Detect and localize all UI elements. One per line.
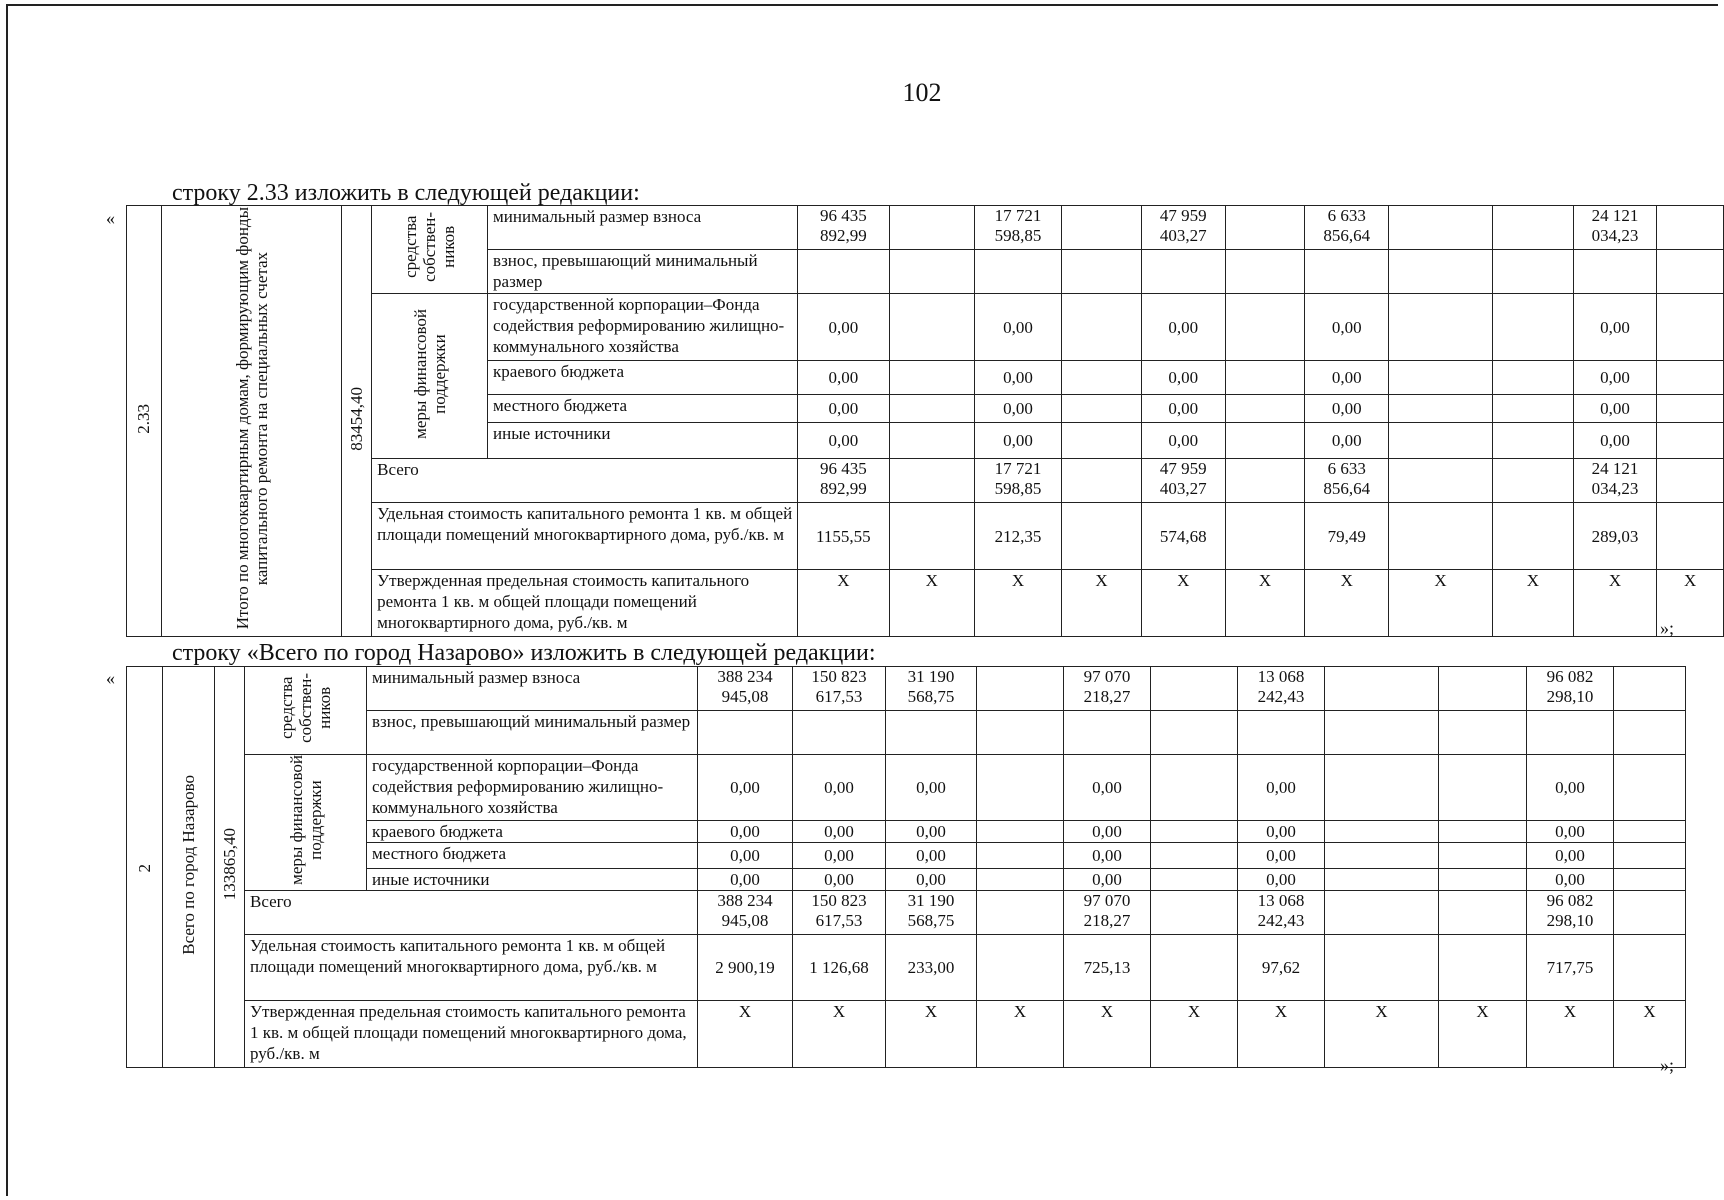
value-cell (1614, 755, 1686, 821)
value-cell (1062, 395, 1142, 423)
x-mark-cell: X (886, 1001, 977, 1068)
value-cell: 0,00 (1141, 294, 1225, 361)
value-cell (1225, 423, 1305, 459)
value-cell (1657, 250, 1724, 294)
value-cell: 0,00 (798, 395, 890, 423)
local-label: местного бюджета (367, 843, 698, 869)
row-name-cell: Итого по многоквартирным домам, формирующим фонды капитального ремонта на специальных счетах (162, 206, 342, 637)
section1-heading: строку 2.33 изложить в следующей редакции: (172, 180, 640, 206)
value-cell (1657, 459, 1724, 503)
section1-open-quote: « (106, 208, 115, 228)
value-cell: 6 633 856,64 (1305, 206, 1389, 250)
value-cell (1614, 843, 1686, 869)
value-cell (1325, 891, 1439, 935)
section2-table (126, 666, 1686, 1068)
value-cell (1657, 361, 1724, 395)
value-cell: 96 435 892,99 (798, 206, 890, 250)
page-number: 102 (902, 78, 942, 107)
value-cell (1151, 821, 1238, 843)
value-cell: 0,00 (886, 755, 977, 821)
value-cell: 0,00 (974, 395, 1061, 423)
value-cell: 0,00 (1573, 395, 1657, 423)
value-cell (1151, 935, 1238, 1001)
value-cell: 0,00 (793, 869, 886, 891)
value-cell (977, 935, 1064, 1001)
min-fee-label: минимальный размер взноса (488, 206, 798, 250)
value-cell: 0,00 (1527, 755, 1614, 821)
x-mark-cell: X (1305, 570, 1389, 637)
value-cell (889, 206, 974, 250)
x-mark-cell: X (1657, 570, 1724, 637)
value-cell: 0,00 (698, 869, 793, 891)
other-label: иные источники (488, 423, 798, 459)
value-cell: 0,00 (1238, 755, 1325, 821)
value-cell (889, 503, 974, 570)
min-fee-label: минимальный размер взноса (367, 667, 698, 711)
area-cell: 133865,40 (215, 667, 245, 1068)
value-cell (1389, 503, 1493, 570)
x-mark-cell: X (798, 570, 890, 637)
value-cell: 47 959 403,27 (1141, 206, 1225, 250)
value-cell: 13 068 242,43 (1238, 891, 1325, 935)
value-cell: 0,00 (886, 869, 977, 891)
value-cell (977, 755, 1064, 821)
section1-table (126, 205, 1724, 637)
value-cell: 13 068 242,43 (1238, 667, 1325, 711)
x-mark-cell: X (1573, 570, 1657, 637)
value-cell: 0,00 (698, 843, 793, 869)
value-cell: 0,00 (886, 821, 977, 843)
value-cell: 0,00 (1238, 869, 1325, 891)
regional-label: краевого бюджета (488, 361, 798, 395)
value-cell: 97,62 (1238, 935, 1325, 1001)
x-mark-cell: X (1614, 1001, 1686, 1068)
x-mark-cell: X (698, 1001, 793, 1068)
group-owners-cell: средства собствен- ников (372, 206, 488, 294)
value-cell: 717,75 (1527, 935, 1614, 1001)
value-cell: 0,00 (1573, 294, 1657, 361)
value-cell: 31 190 568,75 (886, 667, 977, 711)
value-cell (1614, 935, 1686, 1001)
value-cell (977, 891, 1064, 935)
value-cell (1389, 361, 1493, 395)
value-cell (1614, 891, 1686, 935)
section2-open-quote: « (106, 668, 115, 688)
value-cell (1389, 294, 1493, 361)
table-row (127, 667, 1686, 711)
value-cell (886, 711, 977, 755)
value-cell (1614, 869, 1686, 891)
x-mark-cell: X (1439, 1001, 1527, 1068)
value-cell (1389, 395, 1493, 423)
x-mark-cell: X (1225, 570, 1305, 637)
value-cell (889, 395, 974, 423)
value-cell (889, 423, 974, 459)
value-cell: 725,13 (1064, 935, 1151, 1001)
value-cell (1439, 667, 1527, 711)
value-cell (1439, 891, 1527, 935)
value-cell: 0,00 (1064, 869, 1151, 891)
value-cell (1614, 667, 1686, 711)
value-cell: 79,49 (1305, 503, 1389, 570)
value-cell (1573, 250, 1657, 294)
value-cell (1151, 843, 1238, 869)
value-cell (1492, 395, 1573, 423)
value-cell: 0,00 (1573, 361, 1657, 395)
value-cell (1389, 459, 1493, 503)
value-cell (1325, 869, 1439, 891)
value-cell: 96 082 298,10 (1527, 891, 1614, 935)
limit-cost-label: Утвержденная предельная стоимость капитального ремонта 1 кв. м общей площади помещений многоквартирного дома, руб./кв. м (372, 570, 798, 637)
section2-close-quote: »; (1660, 1055, 1675, 1075)
value-cell: 0,00 (1238, 821, 1325, 843)
section2-heading: строку «Всего по город Назарово» изложить в следующей редакции: (172, 640, 876, 666)
table-row (127, 755, 1686, 821)
value-cell: 0,00 (798, 361, 890, 395)
value-cell (698, 711, 793, 755)
value-cell: 574,68 (1141, 503, 1225, 570)
value-cell: 0,00 (1141, 361, 1225, 395)
value-cell: 0,00 (798, 294, 890, 361)
value-cell: 0,00 (974, 294, 1061, 361)
value-cell: 150 823 617,53 (793, 891, 886, 935)
over-fee-label: взнос, превышающий минимальный размер (367, 711, 698, 755)
value-cell (1657, 206, 1724, 250)
x-mark-cell: X (1064, 1001, 1151, 1068)
value-cell (1062, 250, 1142, 294)
value-cell: 17 721 598,85 (974, 459, 1061, 503)
value-cell (1439, 711, 1527, 755)
value-cell: 289,03 (1573, 503, 1657, 570)
value-cell: 0,00 (698, 821, 793, 843)
value-cell (1141, 250, 1225, 294)
value-cell: 97 070 218,27 (1064, 891, 1151, 935)
value-cell: 0,00 (1305, 395, 1389, 423)
value-cell: 0,00 (1305, 294, 1389, 361)
value-cell: 388 234 945,08 (698, 667, 793, 711)
value-cell (1492, 250, 1573, 294)
limit-cost-label: Утвержденная предельная стоимость капитального ремонта 1 кв. м общей площади помещений многоквартирного дома, руб./кв. м (245, 1001, 698, 1068)
value-cell (1151, 869, 1238, 891)
over-fee-label: взнос, превышающий минимальный размер (488, 250, 798, 294)
value-cell (1439, 755, 1527, 821)
value-cell (1062, 206, 1142, 250)
value-cell (1062, 294, 1142, 361)
value-cell (1492, 206, 1573, 250)
value-cell: 2 900,19 (698, 935, 793, 1001)
x-mark-cell: X (977, 1001, 1064, 1068)
value-cell (1225, 250, 1305, 294)
value-cell (977, 667, 1064, 711)
value-cell (889, 361, 974, 395)
total-label: Всего (245, 891, 698, 935)
value-cell: 0,00 (1305, 361, 1389, 395)
value-cell: 0,00 (1527, 843, 1614, 869)
value-cell: 150 823 617,53 (793, 667, 886, 711)
value-cell (889, 250, 974, 294)
value-cell (1225, 395, 1305, 423)
x-mark-cell: X (1527, 1001, 1614, 1068)
value-cell (1492, 361, 1573, 395)
value-cell (1527, 711, 1614, 755)
value-cell (977, 821, 1064, 843)
value-cell (1305, 250, 1389, 294)
value-cell: 388 234 945,08 (698, 891, 793, 935)
value-cell (1325, 843, 1439, 869)
value-cell: 0,00 (1305, 423, 1389, 459)
group-support-cell: меры финансовой поддержки (245, 755, 367, 891)
local-label: местного бюджета (488, 395, 798, 423)
value-cell: 1155,55 (798, 503, 890, 570)
value-cell (889, 294, 974, 361)
value-cell (1062, 361, 1142, 395)
value-cell (1062, 459, 1142, 503)
value-cell: 0,00 (974, 423, 1061, 459)
x-mark-cell: X (1325, 1001, 1439, 1068)
value-cell (1439, 869, 1527, 891)
value-cell: 0,00 (1064, 755, 1151, 821)
value-cell (1439, 843, 1527, 869)
regional-label: краевого бюджета (367, 821, 698, 843)
row-name-cell: Всего по город Назарово (163, 667, 215, 1068)
value-cell (977, 869, 1064, 891)
value-cell (1325, 667, 1439, 711)
value-cell: 0,00 (793, 843, 886, 869)
value-cell (1657, 423, 1724, 459)
section1-close-quote: »; (1660, 618, 1675, 638)
x-mark-cell: X (974, 570, 1061, 637)
value-cell (1492, 423, 1573, 459)
value-cell (1657, 395, 1724, 423)
row-number-cell: 2.33 (127, 206, 162, 637)
row-number-cell: 2 (127, 667, 163, 1068)
value-cell: 0,00 (1141, 395, 1225, 423)
value-cell: 47 959 403,27 (1141, 459, 1225, 503)
value-cell (1657, 294, 1724, 361)
value-cell: 233,00 (886, 935, 977, 1001)
value-cell (1492, 459, 1573, 503)
value-cell: 31 190 568,75 (886, 891, 977, 935)
value-cell: 0,00 (798, 423, 890, 459)
value-cell (1325, 755, 1439, 821)
x-mark-cell: X (1492, 570, 1573, 637)
value-cell: 0,00 (1527, 821, 1614, 843)
value-cell (1439, 821, 1527, 843)
value-cell: 6 633 856,64 (1305, 459, 1389, 503)
value-cell (1492, 503, 1573, 570)
x-mark-cell: X (889, 570, 974, 637)
value-cell (1151, 891, 1238, 935)
x-mark-cell: X (1238, 1001, 1325, 1068)
value-cell (974, 250, 1061, 294)
value-cell (1492, 294, 1573, 361)
value-cell (1151, 711, 1238, 755)
x-mark-cell: X (793, 1001, 886, 1068)
x-mark-cell: X (1151, 1001, 1238, 1068)
value-cell: 0,00 (974, 361, 1061, 395)
value-cell: 24 121 034,23 (1573, 459, 1657, 503)
fund-label: государственной корпорации–Фонда содействия реформированию жилищно-коммунального хозяйства (367, 755, 698, 821)
fund-label: государственной корпорации–Фонда содействия реформированию жилищно-коммунального хозяйства (488, 294, 798, 361)
value-cell (1225, 503, 1305, 570)
table-row (127, 206, 1724, 250)
table-row (127, 935, 1686, 1001)
value-cell (1062, 423, 1142, 459)
value-cell: 96 435 892,99 (798, 459, 890, 503)
value-cell (977, 711, 1064, 755)
value-cell (1439, 935, 1527, 1001)
value-cell: 0,00 (793, 821, 886, 843)
value-cell (1325, 711, 1439, 755)
value-cell (1389, 250, 1493, 294)
value-cell (1389, 423, 1493, 459)
table-row (127, 891, 1686, 935)
value-cell (1614, 711, 1686, 755)
x-mark-cell: X (1062, 570, 1142, 637)
value-cell: 0,00 (1527, 869, 1614, 891)
value-cell: 24 121 034,23 (1573, 206, 1657, 250)
value-cell: 0,00 (1064, 843, 1151, 869)
area-cell: 83454,40 (342, 206, 372, 637)
value-cell (1389, 206, 1493, 250)
value-cell (1062, 503, 1142, 570)
value-cell: 1 126,68 (793, 935, 886, 1001)
group-owners-cell: средства собствен- ников (245, 667, 367, 755)
other-label: иные источники (367, 869, 698, 891)
value-cell: 0,00 (698, 755, 793, 821)
value-cell (1064, 711, 1151, 755)
value-cell (1225, 294, 1305, 361)
x-mark-cell: X (1141, 570, 1225, 637)
value-cell (1225, 206, 1305, 250)
value-cell (1325, 935, 1439, 1001)
value-cell (1151, 667, 1238, 711)
unit-cost-label: Удельная стоимость капитального ремонта 1 кв. м общей площади помещений многоквартирного дома, руб./кв. м (245, 935, 698, 1001)
value-cell: 17 721 598,85 (974, 206, 1061, 250)
value-cell: 0,00 (1238, 843, 1325, 869)
value-cell: 0,00 (886, 843, 977, 869)
value-cell: 96 082 298,10 (1527, 667, 1614, 711)
total-label: Всего (372, 459, 798, 503)
value-cell (1238, 711, 1325, 755)
value-cell: 0,00 (1141, 423, 1225, 459)
group-support-cell: меры финансовой поддержки (372, 294, 488, 459)
value-cell (1325, 821, 1439, 843)
value-cell: 97 070 218,27 (1064, 667, 1151, 711)
unit-cost-label: Удельная стоимость капитального ремонта 1 кв. м общей площади помещений многоквартирного дома, руб./кв. м (372, 503, 798, 570)
value-cell: 0,00 (793, 755, 886, 821)
value-cell (793, 711, 886, 755)
value-cell: 0,00 (1064, 821, 1151, 843)
value-cell (1614, 821, 1686, 843)
value-cell (1657, 503, 1724, 570)
value-cell (798, 250, 890, 294)
x-mark-cell: X (1389, 570, 1493, 637)
value-cell: 212,35 (974, 503, 1061, 570)
value-cell (889, 459, 974, 503)
value-cell (1225, 361, 1305, 395)
table-row (127, 1001, 1686, 1068)
value-cell (1151, 755, 1238, 821)
value-cell (1225, 459, 1305, 503)
value-cell: 0,00 (1573, 423, 1657, 459)
value-cell (977, 843, 1064, 869)
